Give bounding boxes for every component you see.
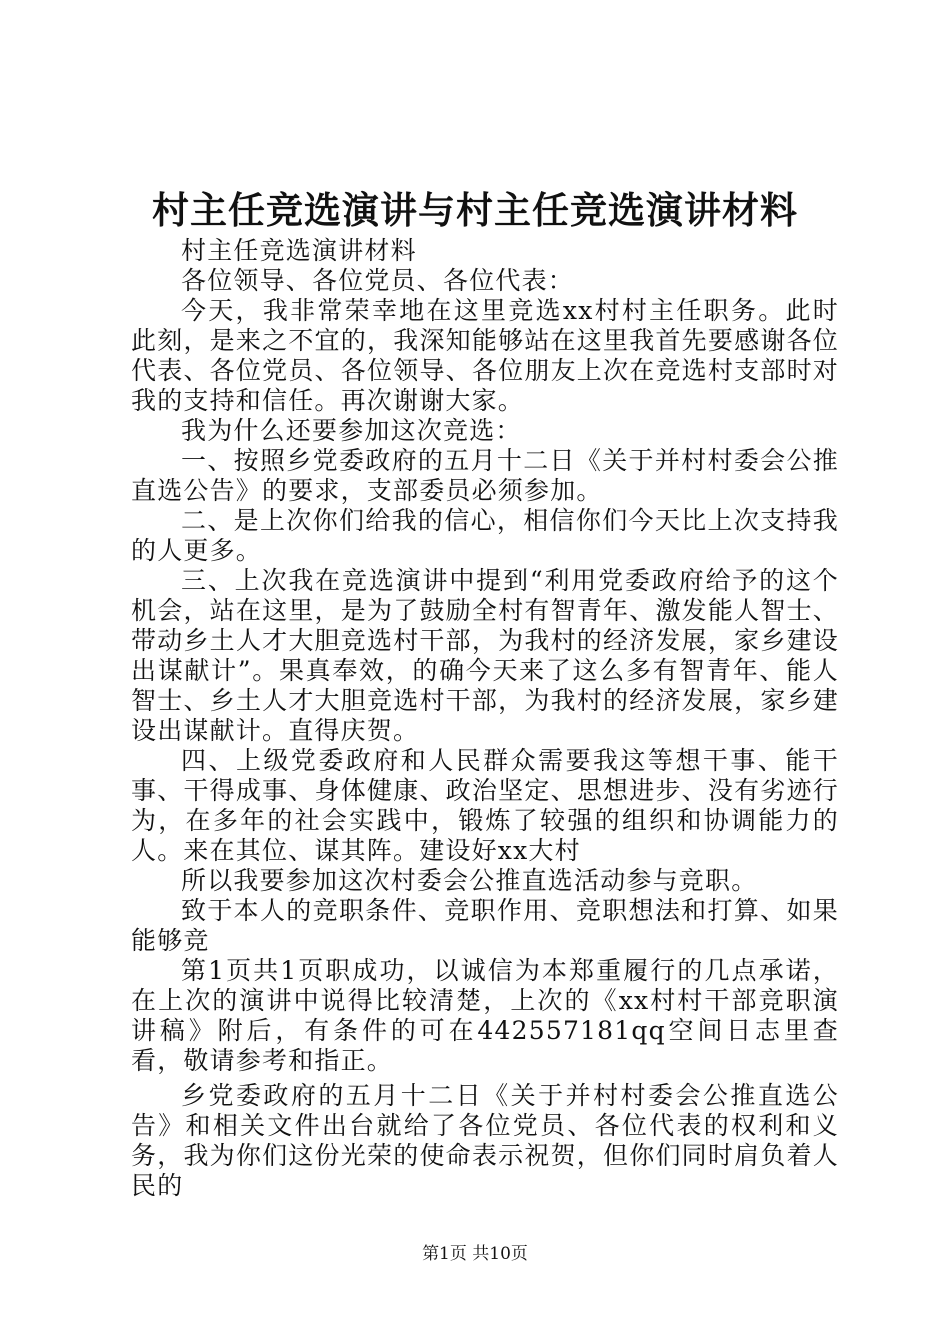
paragraph-reason-2: 二、是上次你们给我的信心，相信你们今天比上次支持我的人更多。: [131, 506, 839, 565]
paragraph-reason-intro: 我为什么还要参加这次竞选：: [181, 416, 522, 445]
paragraph-commitment: 第1页共1页职成功，以诚信为本郑重履行的几点承诺，在上次的演讲中说得比较清楚，上次的《xx村村干部竞职演讲稿》附后，有条件的可在442557181qq空间日志里查看，敬请参考和指正。: [131, 956, 839, 1075]
page-indicator: 第1页 共10页: [422, 1244, 528, 1264]
paragraph-salutation: 各位领导、各位党员、各位代表：: [181, 266, 575, 295]
paragraph-conclusion: 所以我要参加这次村委会公推直选活动参与竞职。: [181, 866, 758, 895]
paragraph-reason-4: 四、上级党委政府和人民群众需要我这等想干事、能干事、干得成事、身体健康、政治坚定、思想进步、没有劣迹行为，在多年的社会实践中，锻炼了较强的组织和协调能力的人。来在其位、谋其阵。建设好xx大村: [131, 746, 839, 865]
paragraph-conditions: 致于本人的竞职条件、竞职作用、竞职想法和打算、如果能够竞: [131, 896, 839, 955]
paragraph-reason-1: 一、按照乡党委政府的五月十二日《关于并村村委会公推直选公告》的要求，支部委员必须参加。: [131, 446, 839, 505]
document-title: 村主任竞选演讲与村主任竞选演讲材料: [152, 188, 798, 232]
document-body: [131, 236, 839, 1201]
paragraph-subtitle: 村主任竞选演讲材料: [181, 236, 417, 265]
paragraph-closing: 乡党委政府的五月十二日《关于并村村委会公推直选公告》和相关文件出台就给了各位党员、各位代表的权利和义务，我为你们这份光荣的使命表示祝贺，但你们同时肩负着人民的: [131, 1081, 839, 1200]
paragraph-reason-3: 三、上次我在竞选演讲中提到“利用党委政府给予的这个机会，站在这里，是为了鼓励全村有智青年、激发能人智士、带动乡土人才大胆竞选村干部，为我村的经济发展，家乡建设出谋献计”。果真奉效，的确今天来了这么多有智青年、能人智士、乡土人才大胆竞选村干部，为我村的经济发展，家乡建设出谋献计。直得庆贺。: [131, 566, 839, 745]
paragraph-opening: 今天，我非常荣幸地在这里竞选xx村村主任职务。此时此刻，是来之不宜的，我深知能够站在这里我首先要感谢各位代表、各位党员、各位领导、各位朋友上次在竞选村支部时对我的支持和信任。再次谢谢大家。: [131, 296, 839, 415]
